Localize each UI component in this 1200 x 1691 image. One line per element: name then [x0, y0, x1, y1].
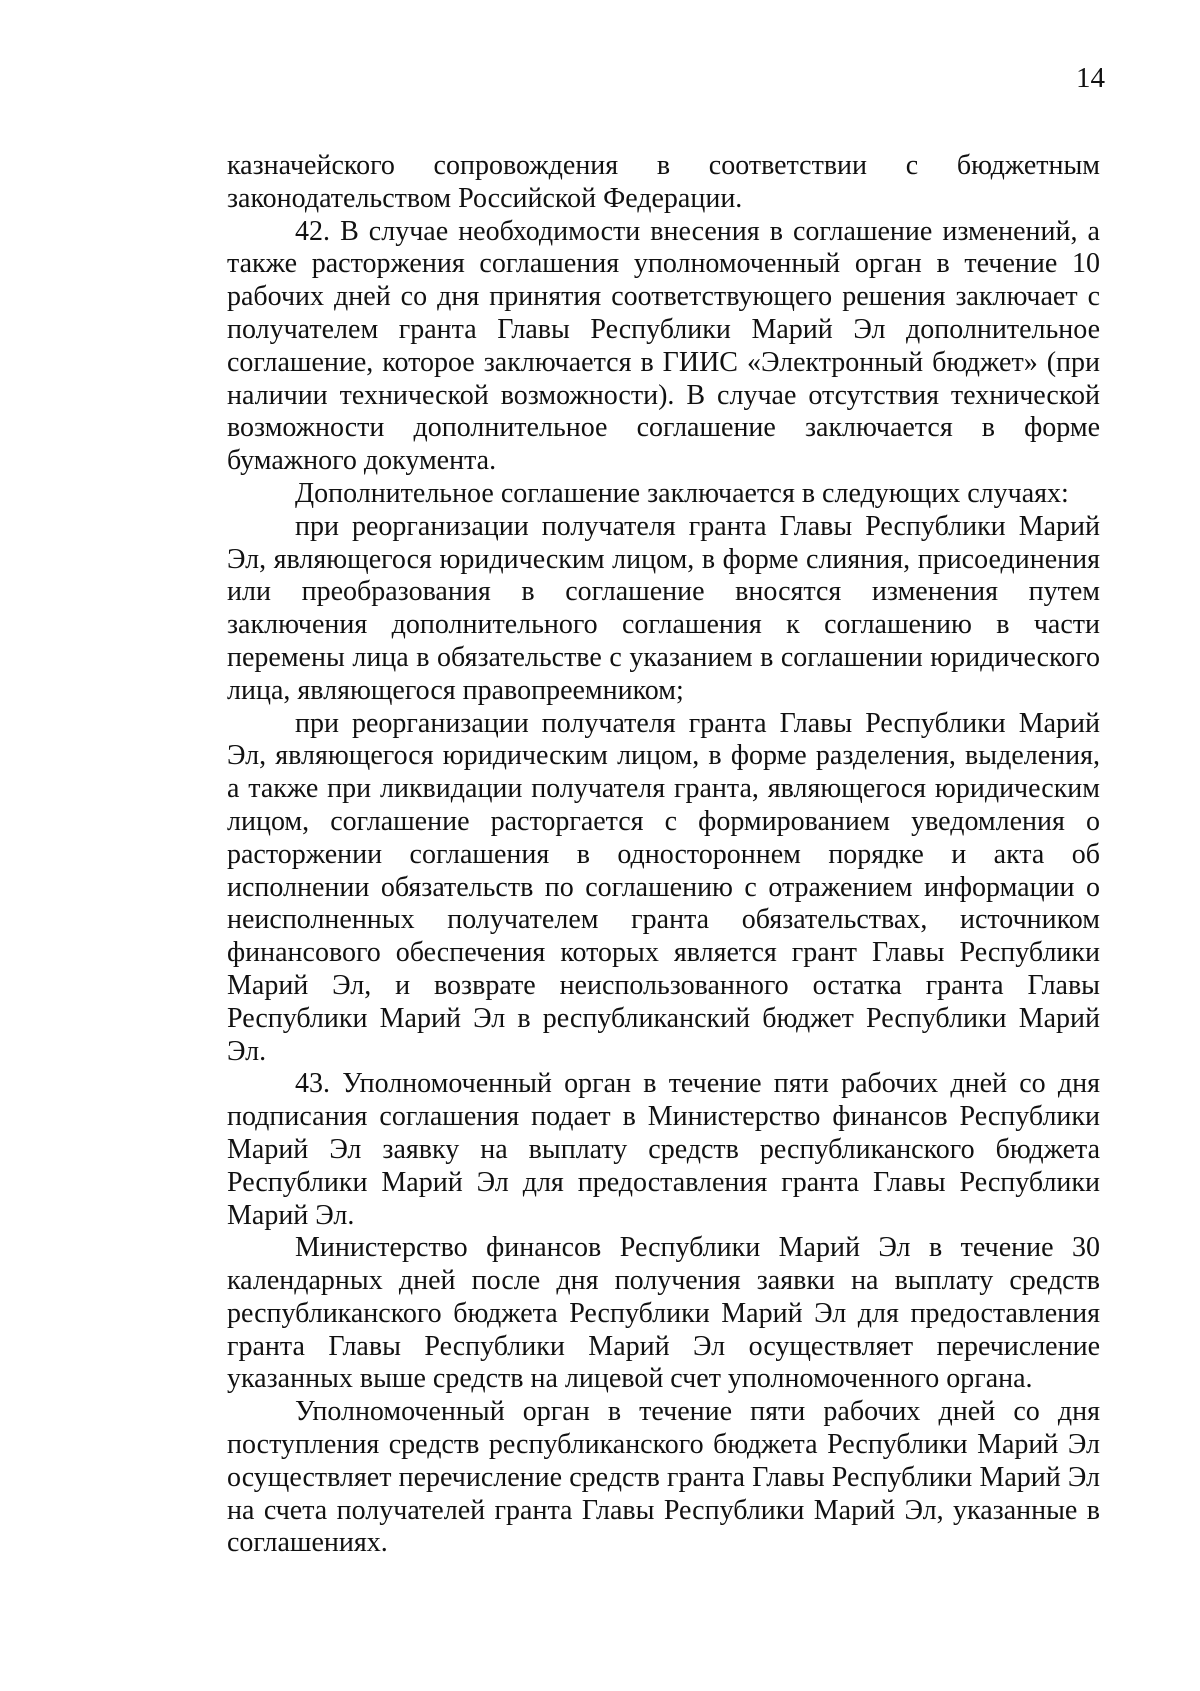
- paragraph-cases-intro: Дополнительное соглашение заключается в следующих случаях:: [295, 477, 1069, 509]
- paragraph-clause-42: 42. В случае необходимости внесения в соглашение изменений, а также расторжения соглашения уполномоченный орган в течение 10 рабочих дней со дня принятия соответствующего решения заключает с получателем гранта Главы Республики Марий Эл дополнительное соглашение, которое заключается в ГИИС «Электронный бюджет» (при наличии технической возможности). В случае отсутствия технической возможности дополнительное соглашение заключается в форме бумажного документа.: [227, 215, 1100, 477]
- paragraph-continuation: казначейского сопровождения в соответствии с бюджетным законодательством Российской Федерации.: [227, 150, 1100, 214]
- paragraph-ministry-transfer: Министерство финансов Республики Марий Эл в течение 30 календарных дней после дня получения заявки на выплату средств республиканского бюджета Республики Марий Эл для предоставления гранта Главы Республики Марий Эл осуществляет перечисление указанных выше средств на лицевой счет уполномоченного органа.: [227, 1232, 1100, 1395]
- paragraph-case-division: при реорганизации получателя гранта Главы Республики Марий Эл, являющегося юридическим лицом, в форме разделения, выделения, а также при ликвидации получателя гранта, являющегося юридическим лицом, соглашение расторгается с формированием уведомления о расторжении соглашения в одностороннем порядке и акта об исполнении обязательств по соглашению с отражением информации о неисполненных получателем гранта обязательствах, источником финансового обеспечения которых является грант Главы Республики Марий Эл, и возврате неиспользованного остатка гранта Главы Республики Марий Эл в республиканский бюджет Республики Марий Эл.: [227, 707, 1100, 1067]
- document-body: [227, 150, 1100, 1560]
- paragraph-authority-transfer: Уполномоченный орган в течение пяти рабочих дней со дня поступления средств республиканского бюджета Республики Марий Эл осуществляет перечисление средств гранта Главы Республики Марий Эл на счета получателей гранта Главы Республики Марий Эл, указанные в соглашениях.: [227, 1396, 1100, 1559]
- paragraph-clause-43: 43. Уполномоченный орган в течение пяти рабочих дней со дня подписания соглашения подает в Министерство финансов Республики Марий Эл заявку на выплату средств республиканского бюджета Республики Марий Эл для предоставления гранта Главы Республики Марий Эл.: [227, 1068, 1100, 1231]
- paragraph-case-merger: при реорганизации получателя гранта Главы Республики Марий Эл, являющегося юридическим лицом, в форме слияния, присоединения или преобразования в соглашение вносятся изменения путем заключения дополнительного соглашения к соглашению в части перемены лица в обязательстве с указанием в соглашении юридического лица, являющегося правопреемником;: [227, 510, 1100, 706]
- page-number: 14: [1076, 62, 1105, 94]
